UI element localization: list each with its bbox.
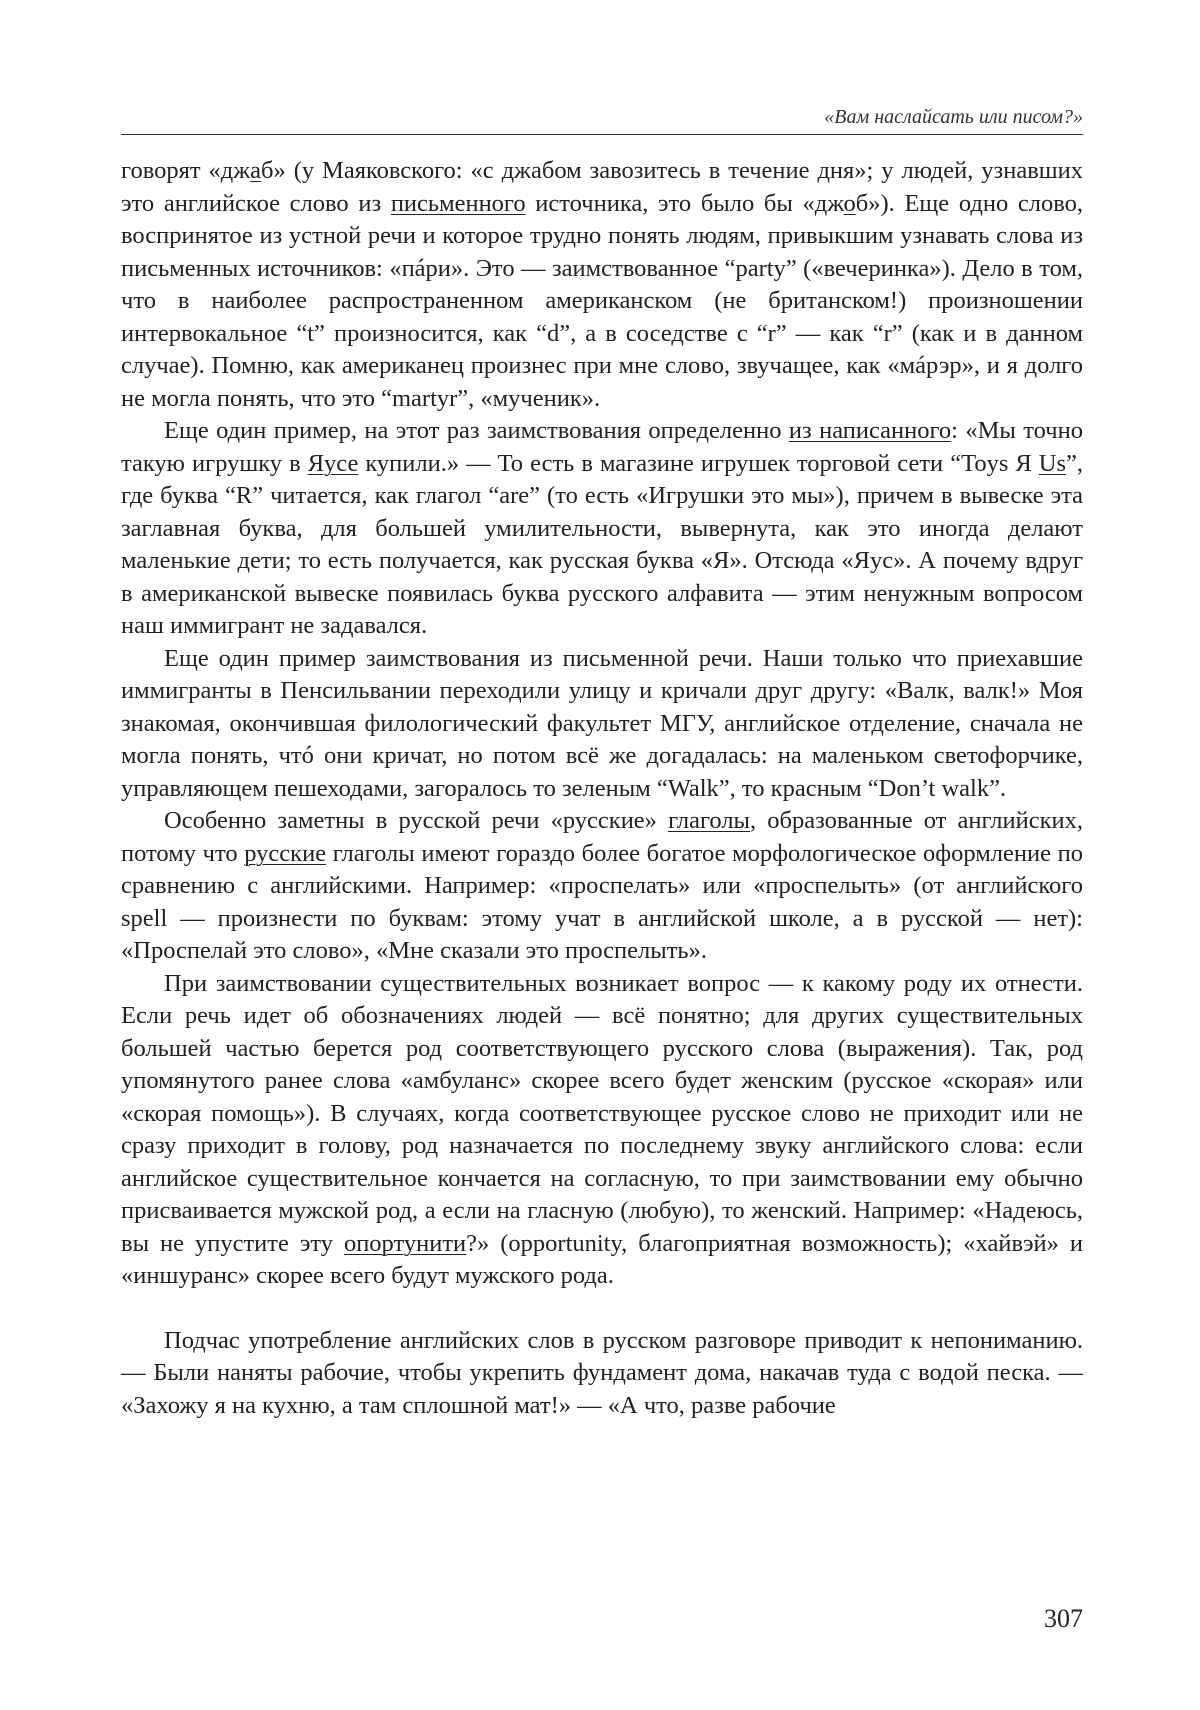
underlined-word: письменного [390,189,526,217]
header-rule [121,134,1083,135]
paragraph-6 [121,1325,1083,1423]
text-run: глаголы имеют гораздо более богатое морфологическое оформление по сравнению с английскими. Например: «проспелать» или «проспелыть» (от английского spell — произнести по буквам: этому учат в английской школе, а в русской — нет): «Проспелай это слово», «Мне сказали это проспелыть». [121,839,1083,964]
underlined-word: Us [1038,449,1067,477]
underlined-word: глаголы [668,807,751,834]
text-run: Еще один пример, на этот раз заимствования определенно [164,417,789,444]
text-run: говорят «дж [121,157,251,184]
paragraph-4 [121,805,1083,968]
paragraph-2 [121,415,1083,643]
text-run: б» (у Маяковского: «с джабом завозитесь в течение дня»; у людей, узнавших это английское слово из [121,157,1083,217]
body-text [121,155,1083,1422]
text-run: Особенно заметны в русской речи «русские» [164,807,669,834]
text-run: , образованные от английских, потому что [121,807,1083,867]
running-head-title: «Вам наслайсать или писом?» [824,106,1083,128]
text-run: ?» (opportunity, благоприятная возможность); «хайвэй» и «иншуранс» скорее всего будут мужского рода. [121,1229,1083,1289]
underlined-word: о [843,189,856,217]
text-run: : «Мы точно такую игрушку в [121,417,1083,477]
paragraph-3 [121,643,1083,806]
underlined-word: русские [244,839,327,867]
underlined-word: опортунити [343,1229,467,1257]
text-run: источника, это было бы «дж [525,189,844,217]
paragraph-1 [121,155,1083,415]
book-page [121,0,1083,1710]
underlined-word: а [250,157,262,184]
text-run: При заимствовании существительных возникает вопрос — к какому роду их отнести. Если речь идет об обозначениях людей — всё понятно; для других существительных большей частью берется род соответствующего русского слова (выражения). Так, род упомянутого ранее слова «амбуланс» скорее всего будет женским (русское «скорая» или «скорая помощь»). В случаях, когда соответствующее русское слово не приходит или не сразу приходит в голову, род назначается по последнему звуку английского слова: если английское существительное кончается на согласную, то при заимствовании ему обычно присваивается мужской род, а если на гласную (любую), то женский. Например: «Надеюсь, вы не упустите эту [121,969,1083,1257]
underlined-word: из написанного [788,417,952,444]
page-number: 307 [1044,1604,1083,1633]
text-run: б»). Еще одно слово, воспринятое из устной речи и которое трудно понять людям, привыкшим узнавать слова из письменных источников: «пáри». Это — заимствованное “party” («вечеринка»). Дело в том, что в наиболее распространенном американском (не британском!) произношении интервокальное “t” произносится, как “d”, а в соседстве с “r” — как “r” (как и в данном случае). Помню, как американец произнес при мне слово, звучащее, как «мáрэр», и я долго не могла понять, что это “martyr”, «мученик». [121,189,1084,412]
text-run: Подчас употребление английских слов в русском разговоре приводит к непониманию. — Были наняты рабочие, чтобы укрепить фундамент дома, накачав туда с водой песка. — «Захожу я на кухню, а там сплошной мат!» — «А что, разве рабочие [121,1326,1083,1419]
text-run: купили.» — То есть в магазине игрушек торговой сети “Toys Я [358,449,1039,477]
text-run: ”, где буква “R” читается, как глагол “are” (то есть «Игрушки это мы»), причем в вывеске эта заглавная буква, для большей умилительности, вывернута, как это иногда делают маленькие дети; то есть получается, как русская буква «Я». Отсюда «Яус». А почему вдруг в американской вывеске появилась буква русского алфавита — этим ненужным вопросом наш иммигрант не задавался. [121,449,1084,639]
text-run: Еще один пример заимствования из письменной речи. Наши только что приехавшие иммигранты в Пенсильвании переходили улицу и кричали друг другу: «Валк, валк!» Моя знакомая, окончившая филологический факультет МГУ, английское отделение, сначала не могла понять, чтó они кричат, но потом всё же догадалась: на маленьком светофорчике, управляющем пешеходами, загоралось то зеленым “Walk”, то красным “Don’t walk”. [121,644,1083,802]
underlined-word: Яусе [307,449,359,477]
paragraph-5 [121,968,1083,1293]
